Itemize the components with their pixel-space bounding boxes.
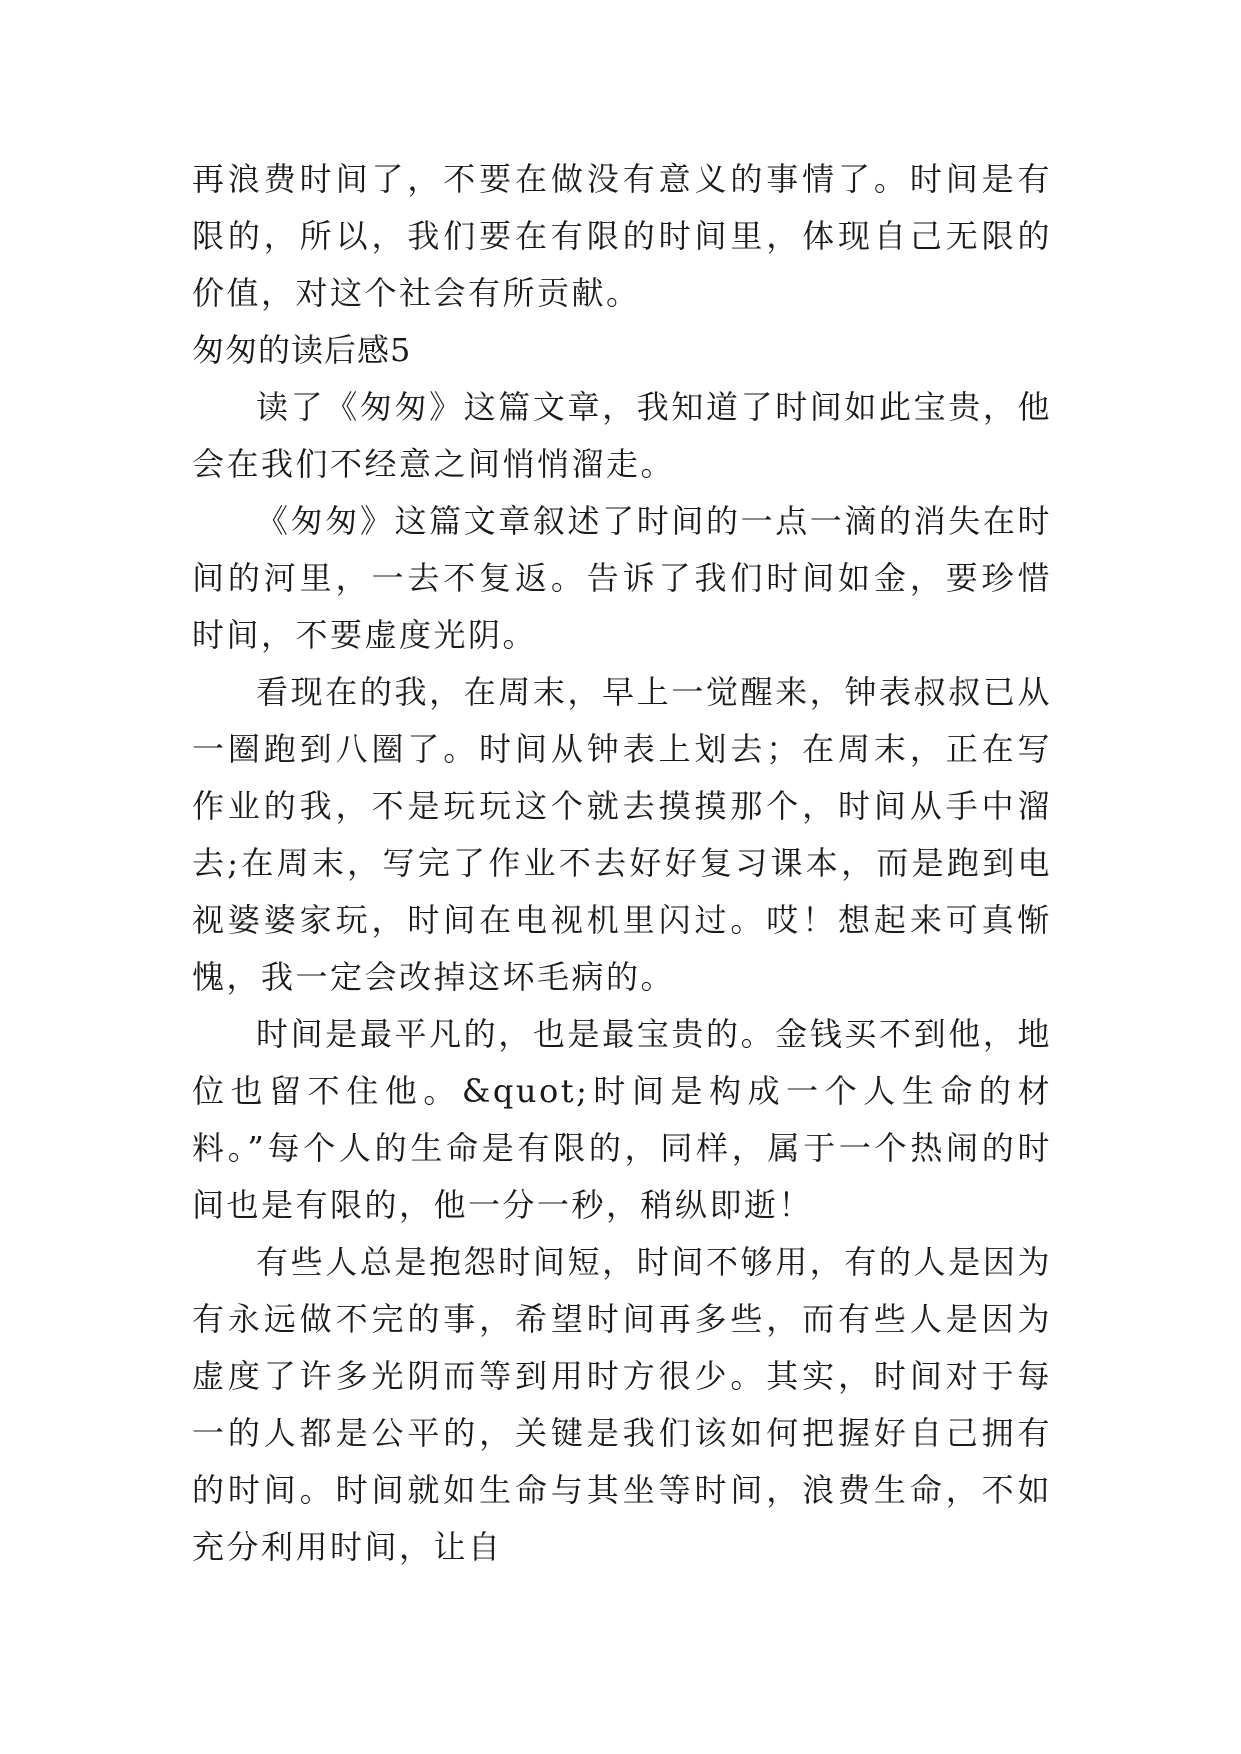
paragraph: 时间是最平凡的，也是最宝贵的。金钱买不到他，地位也留不住他。&quot;时间是构成一个人生命的材料。”每个人的生命是有限的，同样，属于一个热闹的时间也是有限的，他一分一秒，稍纵即逝！ [192,1015,1052,1224]
document-body [192,151,1052,1576]
paragraph: 读了《匆匆》这篇文章，我知道了时间如此宝贵，他会在我们不经意之间悄悄溜走。 [192,388,1052,483]
section-heading: 匆匆的读后感5 [192,331,412,369]
paragraph: 《匆匆》这篇文章叙述了时间的一点一滴的消失在时间的河里，一去不复返。告诉了我们时间如金，要珍惜时间，不要虚度光阴。 [192,502,1052,654]
paragraph: 看现在的我，在周末，早上一觉醒来，钟表叔叔已从一圈跑到八圈了。时间从钟表上划去；在周末，正在写作业的我，不是玩玩这个就去摸摸那个，时间从手中溜去;在周末，写完了作业不去好好复习课本，而是跑到电视婆婆家玩，时间在电视机里闪过。哎！想起来可真惭愧，我一定会改掉这坏毛病的。 [192,673,1052,996]
paragraph-continuation: 再浪费时间了，不要在做没有意义的事情了。时间是有限的，所以，我们要在有限的时间里，体现自己无限的价值，对这个社会有所贡献。 [192,160,1052,312]
paragraph: 有些人总是抱怨时间短，时间不够用，有的人是因为有永远做不完的事，希望时间再多些，而有些人是因为虚度了许多光阴而等到用时方很少。其实，时间对于每一的人都是公平的，关键是我们该如何把握好自己拥有的时间。时间就如生命与其坐等时间，浪费生命，不如充分利用时间，让自 [192,1243,1052,1566]
